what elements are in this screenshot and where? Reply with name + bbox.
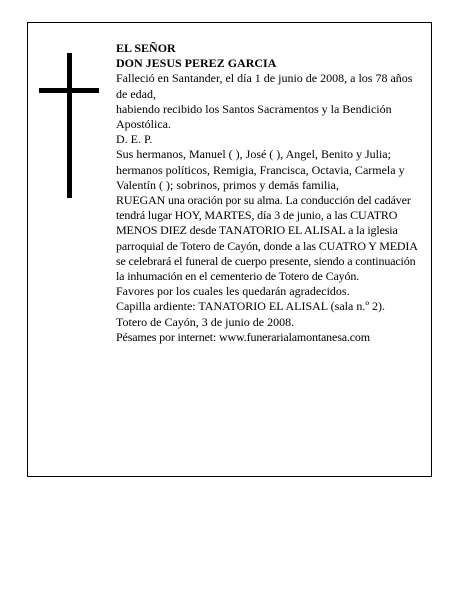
funeral-details: RUEGAN una oración por su alma. La conducción del cadáver tendrá lugar HOY, MARTES, día 3 de junio, a las CUATRO MENOS DIEZ desde TANATORIO EL ALISAL a la iglesia parroquial de Totero de Cayón, donde a las CUATRO Y MEDIA se celebrará el funeral de cuerpo presente, siendo a continuación la inhumación en el cementerio de Totero de Cayón. bbox=[116, 193, 418, 284]
cross-icon bbox=[39, 53, 99, 198]
gratitude-line: Favores por los cuales les quedarán agradecidos. bbox=[116, 284, 350, 299]
family-line: Sus hermanos, Manuel ( ), José ( ), Angel, Benito y Julia; hermanos políticos, Remigia, Francisca, Octavia, Carmela y Valentín ( ); sobrinos, primos y demás familia, bbox=[116, 147, 405, 192]
deceased-name: DON JESUS PEREZ GARCIA bbox=[116, 56, 277, 71]
chapel-line: Capilla ardiente: TANATORIO EL ALISAL (sala n.º 2). bbox=[116, 299, 386, 314]
obituary-notice-frame bbox=[27, 22, 432, 477]
death-details: Falleció en Santander, el día 1 de junio de 2008, a los 78 años de edad, bbox=[116, 71, 413, 101]
sacraments-line: habiendo recibido los Santos Sacramentos y la Bendición Apostólica. bbox=[116, 101, 392, 132]
dep-line: D. E. P. bbox=[116, 132, 153, 147]
place-date-line: Totero de Cayón, 3 de junio de 2008. bbox=[116, 314, 295, 329]
cross-horizontal-bar bbox=[39, 88, 99, 93]
heading-title: EL SEÑOR bbox=[116, 41, 176, 55]
obituary-text bbox=[116, 41, 421, 345]
cross-vertical-bar bbox=[67, 53, 72, 198]
condolences-web-line: Pésames por internet: www.funerarialamontanesa.com bbox=[116, 329, 370, 344]
